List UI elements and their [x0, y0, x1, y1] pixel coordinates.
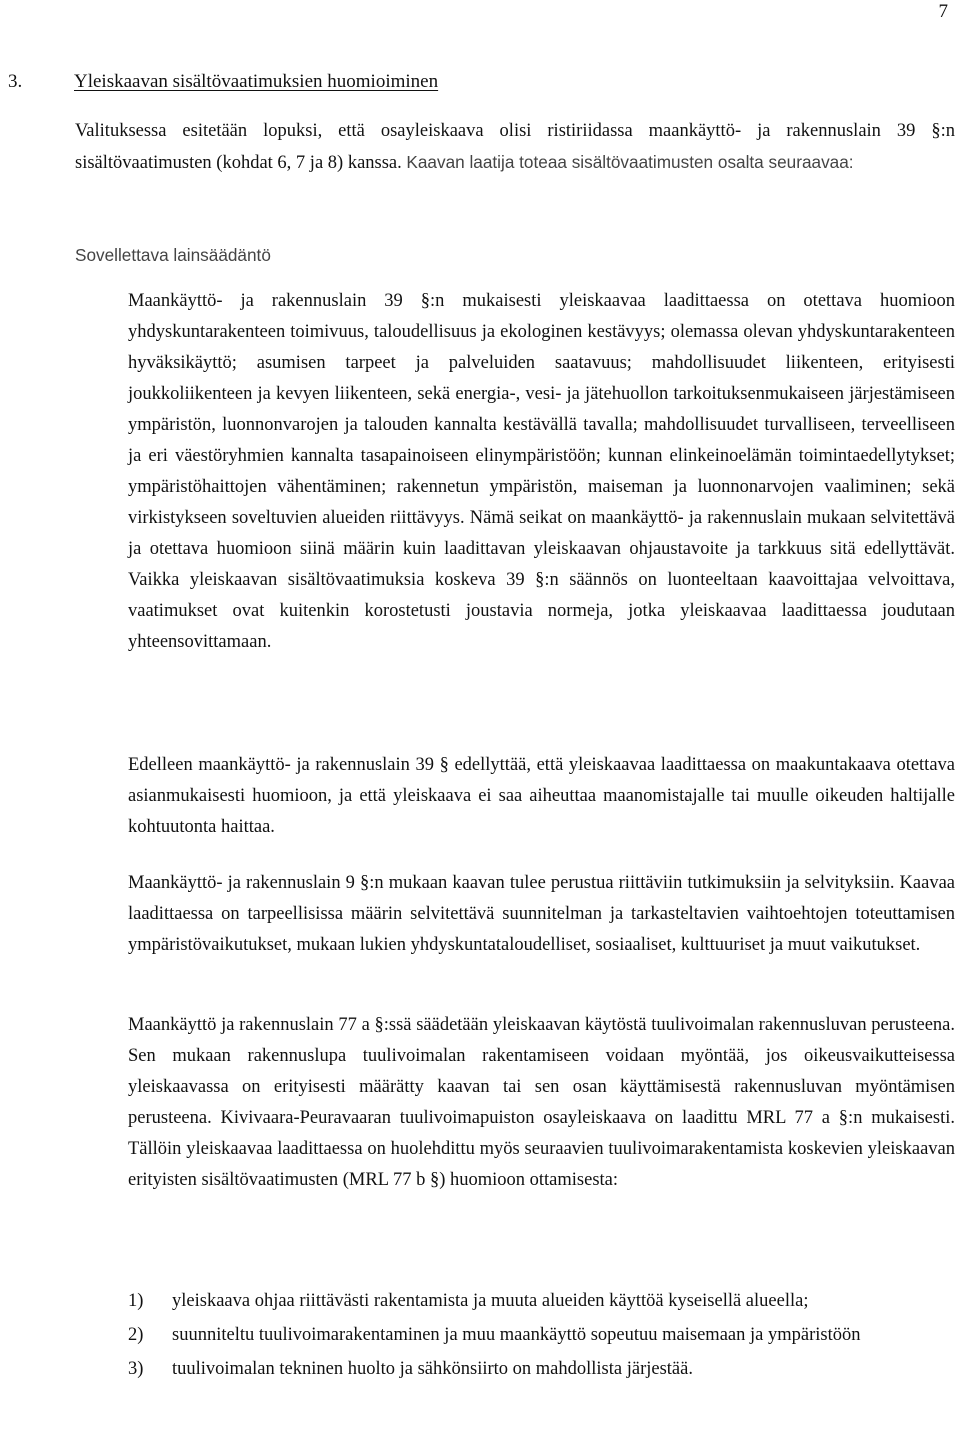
requirements-list	[128, 1286, 955, 1388]
intro-serif-text: Valituksessa esitetään lopuksi, että osayleiskaava olisi ristiriidassa maankäyttö- ja rakennuslain 39 §:n sisältövaatimusten (kohdat 6, 7 ja 8) kanssa.	[75, 121, 955, 173]
subheading: Sovellettava lainsäädäntö	[75, 245, 271, 265]
section-number: 3.	[8, 71, 23, 92]
list-item	[128, 1354, 955, 1385]
paragraph-77a-section: Maankäyttö ja rakennuslain 77 a §:ssä säädetään yleiskaavan käytöstä tuulivoimalan rakennusluvan perusteena. Sen mukaan rakennuslupa tuulivoimalan rakentamiseen voidaan myöntää, jos oikeusvaikutteisessa yleiskaavassa on erityisesti määrätty kaavan tai sen osan käyttämisestä rakennusluvan myöntämisen perusteena. Kivivaara-Peuravaaran tuulivoimapuiston osayleiskaava on laadittu MRL 77 a §:n mukaisesti. Tällöin yleiskaavaa laadittaessa on huolehdittu myös seuraavien tuulivoimarakentamista koskevien yleiskaavan erityisten sisältövaatimusten (MRL 77 b §) huomioon ottamisesta:	[128, 1015, 955, 1190]
list-item-number: 2)	[128, 1325, 144, 1345]
section-heading	[8, 66, 908, 97]
paragraph-39-section: Maankäyttö- ja rakennuslain 39 §:n mukaisesti yleiskaavaa laadittaessa on otettava huomioon yhdyskuntarakenteen toimivuus, taloudellisuus ja ekologinen kestävyys; olemassa olevan yhdyskuntarakenteen hyväksikäyttö; asumisen tarpeet ja palveluiden saatavuus; mahdollisuudet liikenteen, erityisesti joukkoliikenteen ja kevyen liikenteen, sekä energia-, vesi- ja jätehuollon tarkoituksenmukaiseen järjestämiseen ympäristön, luonnonvarojen ja talouden kannalta kestävällä tavalla; mahdollisuudet turvalliseen, terveelliseen ja eri väestöryhmien kannalta tasapainoiseen elinympäristöön; kunnan elinkeinoelämän toimintaedellytykset; ympäristöhaittojen vähentäminen; rakennetun ympäristön, maiseman ja luonnonarvojen vaaliminen; sekä virkistykseen soveltuvien alueiden riittävyys. Nämä seikat on maankäyttö- ja rakennuslain mukaan selvitettävä ja otettava huomioon siinä määrin kuin laadittavan yleiskaavan ohjaustavoite ja tarkkuus sitä edellyttävät. Vaikka yleiskaavan sisältövaatimuksia koskeva 39 §:n säännös on luonteeltaan kaavoittajaa velvoittava, vaatimukset ovat kuitenkin korostetusti joustavia normeja, jotka yleiskaavaa laadittaessa joudutaan yhteensovittamaan.	[128, 291, 955, 652]
list-item-number: 1)	[128, 1291, 144, 1311]
list-item-text: suunniteltu tuulivoimarakentaminen ja muu maankäyttö sopeutuu maisemaan ja ympäristöön	[172, 1325, 861, 1345]
list-item	[128, 1320, 955, 1351]
list-item-text: tuulivoimalan tekninen huolto ja sähkönsiirto on mahdollista järjestää.	[172, 1359, 693, 1379]
list-item	[128, 1286, 955, 1317]
paragraph-maakuntakaava: Edelleen maankäyttö- ja rakennuslain 39 § edellyttää, että yleiskaavaa laadittaessa on maakuntakaava otettava asianmukaisesti huomioon, ja että yleiskaava ei saa aiheuttaa maanomistajalle tai muulle oikeuden haltijalle kohtuutonta haittaa.	[128, 755, 955, 837]
list-item-number: 3)	[128, 1359, 144, 1379]
page-number: 7	[938, 1, 948, 22]
intro-paragraph	[75, 116, 955, 179]
intro-sans-text: Kaavan laatija toteaa sisältövaatimusten osalta seuraavaa:	[406, 152, 854, 172]
paragraph-9-section: Maankäyttö- ja rakennuslain 9 §:n mukaan kaavan tulee perustua riittäviin tutkimuksiin ja selvityksiin. Kaavaa laadittaessa on tarpeellisissa määrin selvitettävä suunnitelman ja tarkasteltavien vaihtoehtojen toteuttamisen ympäristövaikutukset, mukaan lukien yhdyskuntataloudelliset, sosiaaliset, kulttuuriset ja muut vaikutukset.	[128, 873, 955, 955]
list-item-text: yleiskaava ohjaa riittävästi rakentamista ja muuta alueiden käyttöä kyseisellä alueella;	[172, 1291, 809, 1311]
section-title: Yleiskaavan sisältövaatimuksien huomioiminen	[74, 71, 439, 92]
